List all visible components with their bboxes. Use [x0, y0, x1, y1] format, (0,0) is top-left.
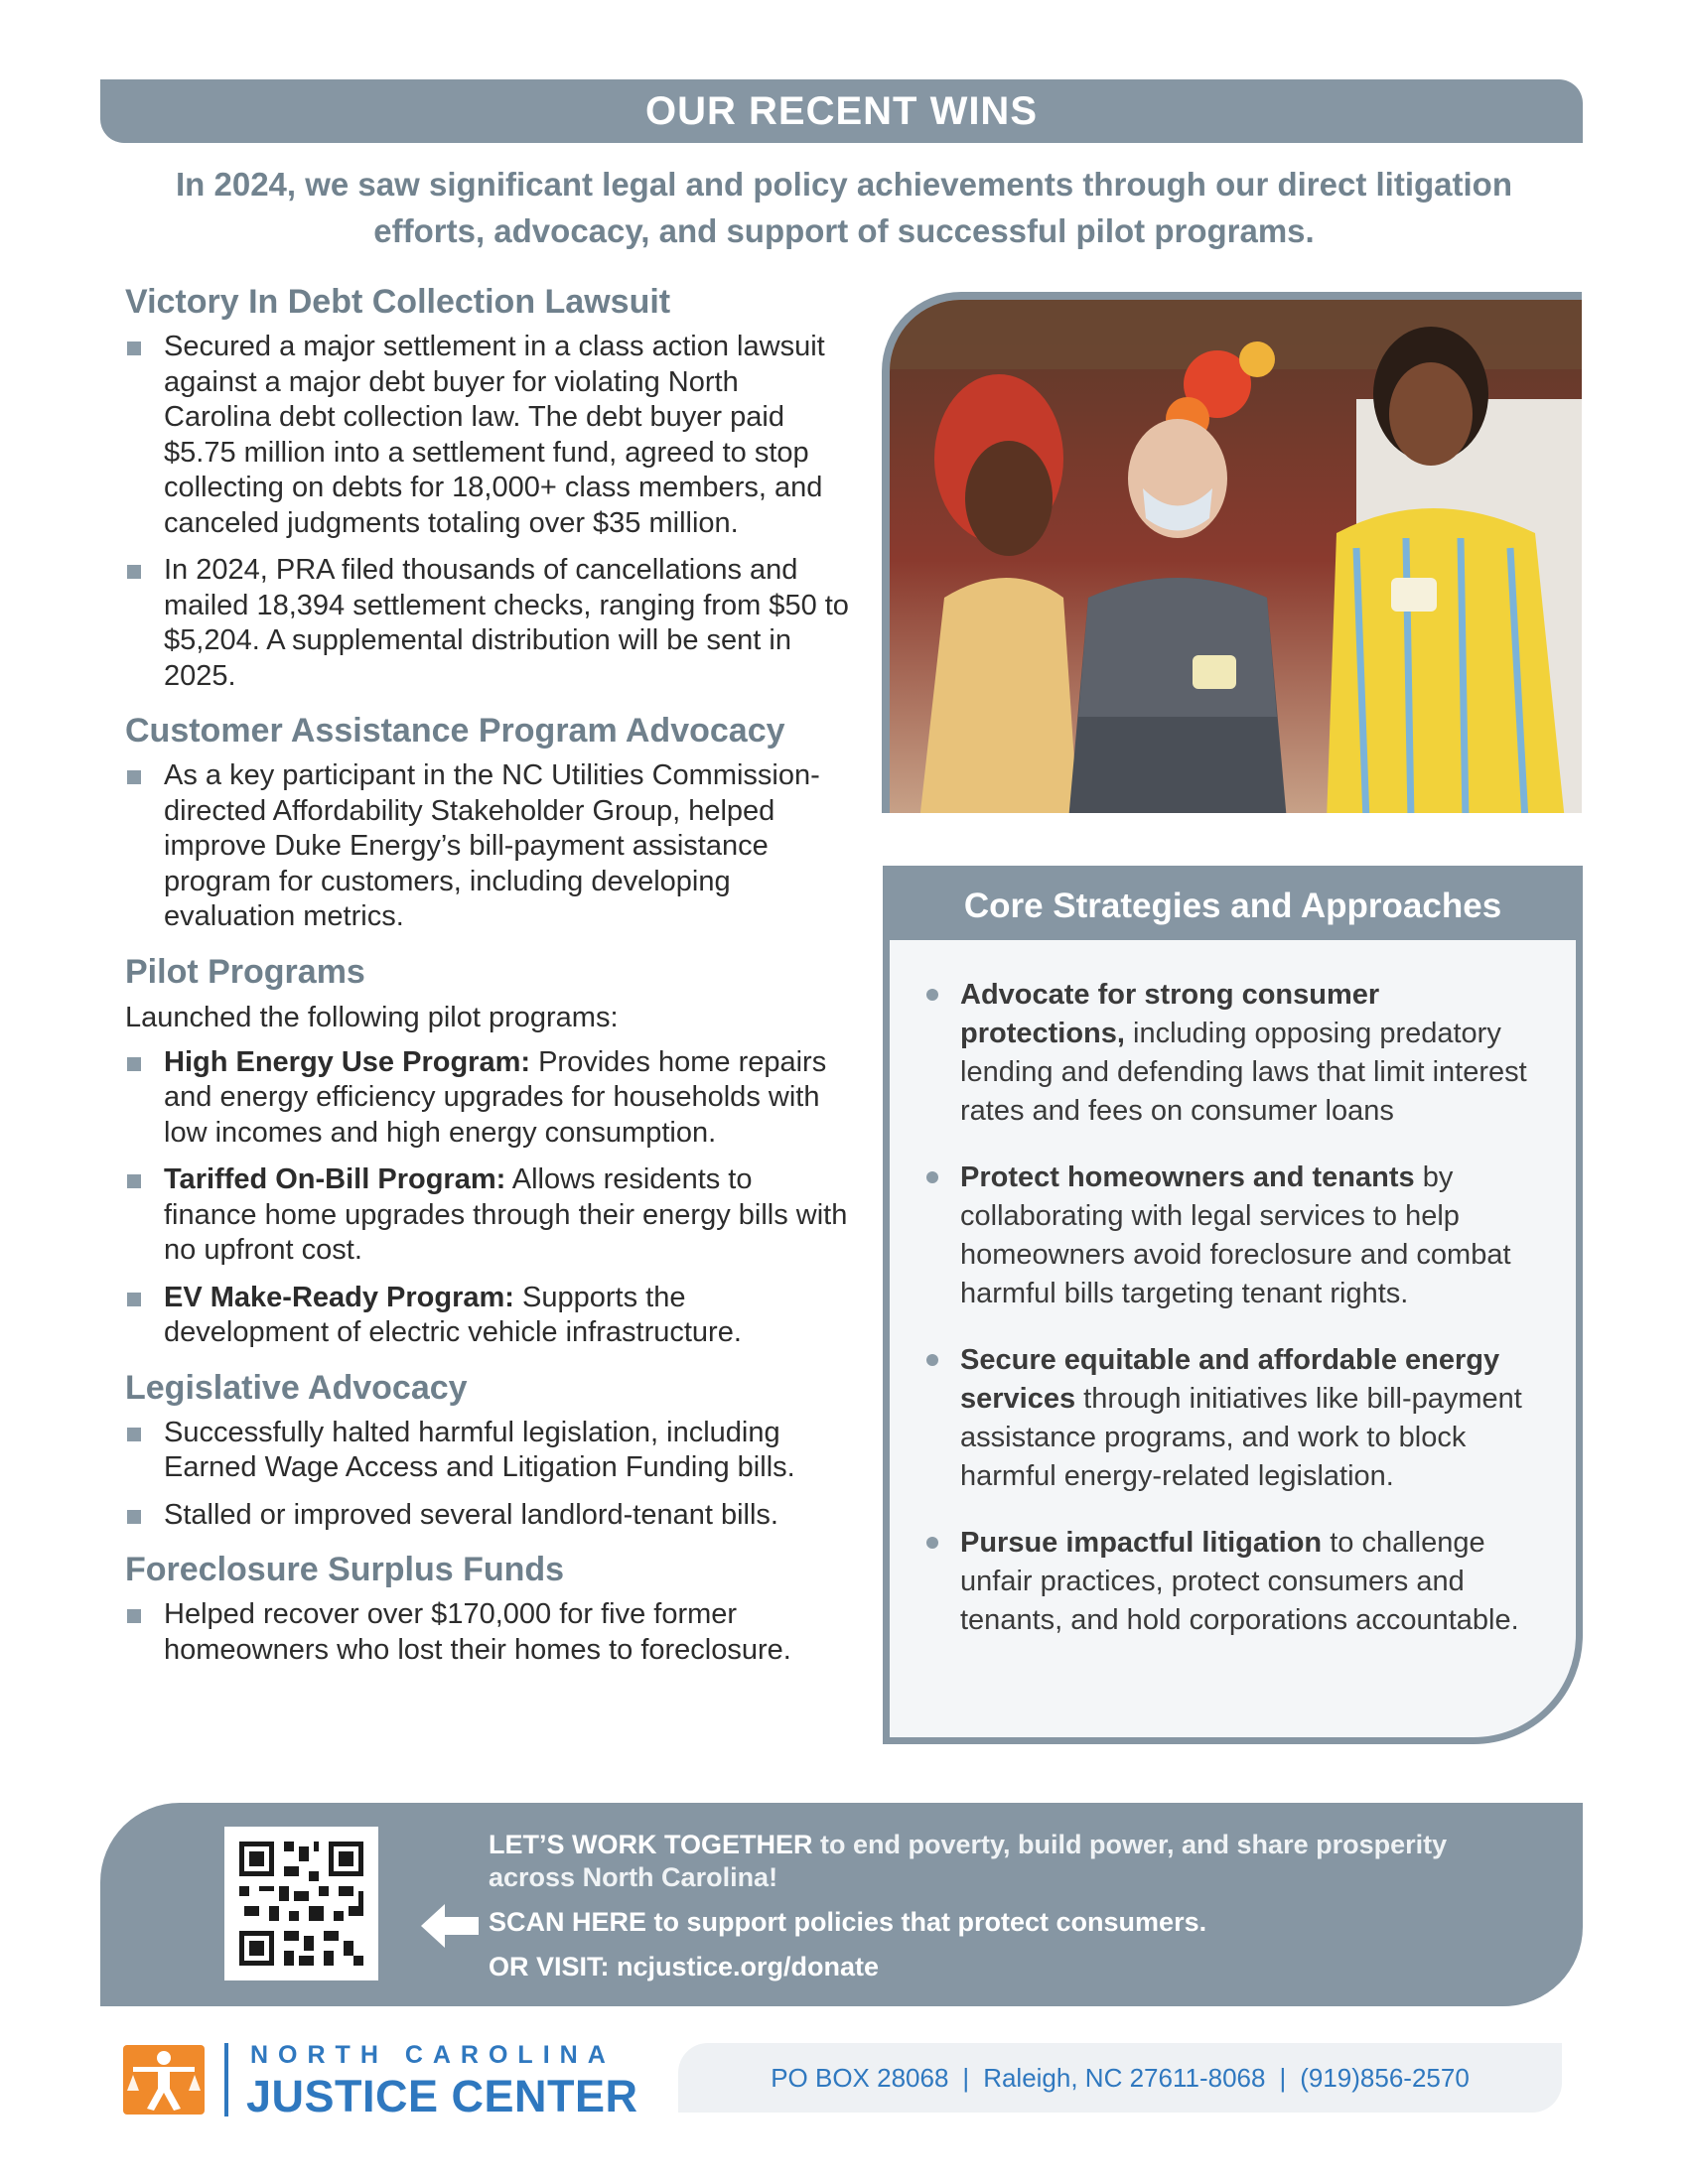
item-text: Supports the development of electric vehicle infrastructure. — [164, 1281, 742, 1348]
panel-header: Core Strategies and Approaches — [890, 873, 1576, 940]
qr-code-icon — [224, 1827, 378, 1980]
header-banner — [100, 79, 1583, 143]
list-item — [125, 1162, 850, 1269]
cta-text — [489, 1829, 1521, 1995]
list-item — [125, 1045, 850, 1152]
list-item — [125, 330, 850, 541]
item-text: Stalled or improved several landlord-tenant bills. — [164, 1498, 778, 1531]
item-text: Helped recover over $170,000 for five former homeowners who lost their homes to foreclosure. — [164, 1598, 791, 1666]
dot-bullet-icon — [926, 989, 938, 1001]
square-bullet-icon — [127, 770, 141, 784]
dot-bullet-icon — [926, 1171, 938, 1183]
list-item — [125, 1597, 850, 1668]
address-bar — [678, 2043, 1562, 2113]
square-bullet-icon — [127, 1174, 141, 1188]
item-bold: Pursue impactful litigation — [960, 1527, 1323, 1559]
scan-text: SCAN HERE to support policies that protect consumers. — [489, 1907, 1207, 1937]
list-item — [926, 1341, 1546, 1496]
section-debt-collection — [125, 283, 850, 694]
donate-link[interactable]: OR VISIT: ncjustice.org/donate — [489, 1952, 880, 1981]
list-item — [926, 1159, 1546, 1313]
section-title: Victory In Debt Collection Lawsuit — [125, 283, 671, 321]
separator: | — [1279, 2062, 1287, 2093]
phone[interactable]: (919)856-2570 — [1300, 2062, 1470, 2093]
item-text: to challenge unfair practices, protect consumers and tenants, and hold corporations accountable. — [960, 1527, 1519, 1636]
page-title: OUR RECENT WINS — [645, 88, 1038, 133]
square-bullet-icon — [127, 565, 141, 579]
square-bullet-icon — [127, 1293, 141, 1306]
item-text: Allows residents to finance home upgrades through their energy bills with no upfront cost. — [164, 1163, 848, 1266]
arrow-left-icon — [421, 1904, 479, 1948]
cta-heading: LET’S WORK TOGETHER — [489, 1830, 813, 1859]
item-text: In 2024, PRA filed thousands of cancellations and mailed 18,394 settlement checks, ranging from $50 to $5,204. A supplemental distribution will be sent in 2025. — [164, 554, 849, 692]
qr-code[interactable] — [224, 1827, 378, 1980]
section-title: Legislative Advocacy — [125, 1368, 468, 1407]
section-title: Customer Assistance Program Advocacy — [125, 712, 785, 750]
photo-illustration — [890, 300, 1582, 813]
square-bullet-icon — [127, 1428, 141, 1441]
core-strategies-panel — [883, 866, 1583, 1744]
justice-center-logo-icon — [123, 2045, 205, 2115]
square-bullet-icon — [127, 1057, 141, 1071]
list-item — [125, 1498, 850, 1534]
po-box: PO BOX 28068 — [771, 2062, 949, 2093]
item-bold: Tariffed On-Bill Program: — [164, 1163, 506, 1195]
item-bold: Advocate for strong consumer protections, — [960, 979, 1380, 1049]
cta-line: to end poverty, build power, and share prosperity across North Carolina! — [489, 1830, 1448, 1892]
list-item — [125, 1416, 850, 1486]
section-title: Pilot Programs — [125, 952, 365, 991]
section-lead: Launched the following pilot programs: — [125, 1001, 619, 1033]
city: Raleigh, NC 27611-8068 — [983, 2062, 1266, 2093]
wins-column — [125, 283, 850, 1686]
item-text: Successfully halted harmful legislation, including Earned Wage Access and Litigation Funding bills. — [164, 1416, 795, 1483]
section-customer-assistance — [125, 712, 850, 935]
square-bullet-icon — [127, 1510, 141, 1524]
list-item — [926, 976, 1546, 1131]
section-foreclosure-surplus — [125, 1551, 850, 1668]
event-photo — [882, 292, 1582, 813]
logo-divider — [224, 2043, 228, 2116]
intro-text: In 2024, we saw significant legal and policy achievements through our direct litigation efforts, advocacy, and support of successful pilot programs. — [176, 166, 1512, 249]
item-bold: EV Make-Ready Program: — [164, 1281, 514, 1313]
item-bold: High Energy Use Program: — [164, 1045, 531, 1078]
list-item — [926, 1524, 1546, 1640]
list-item — [125, 758, 850, 935]
dot-bullet-icon — [926, 1354, 938, 1366]
separator: | — [962, 2062, 970, 2093]
list-item — [125, 553, 850, 694]
logo-text-top: NORTH CAROLINA — [250, 2041, 616, 2069]
item-bold: Secure equitable and affordable energy services — [960, 1344, 1500, 1415]
square-bullet-icon — [127, 1609, 141, 1623]
section-legislative-advocacy — [125, 1369, 850, 1534]
item-text: including opposing predatory lending and defending laws that limit interest rates and fees on consumer loans — [960, 1018, 1527, 1127]
square-bullet-icon — [127, 341, 141, 355]
dot-bullet-icon — [926, 1537, 938, 1549]
list-item — [125, 1281, 850, 1351]
logo-text-main: JUSTICE CENTER — [246, 2071, 638, 2121]
item-text: Provides home repairs and energy efficiency upgrades for households with low incomes and high energy consumption. — [164, 1045, 827, 1149]
item-bold: Protect homeowners and tenants — [960, 1161, 1415, 1193]
section-title: Foreclosure Surplus Funds — [125, 1551, 565, 1588]
item-text: Secured a major settlement in a class action lawsuit against a major debt buyer for violating North Carolina debt collection law. The debt buyer paid $5.75 million into a settlement fund, agreed to stop collecting on debts for 18,000+ class members, and canceled judgments totaling over $35 million. — [164, 331, 825, 539]
item-text: through initiatives like bill-payment assistance programs, and work to block harmful energy-related legislation. — [960, 1383, 1522, 1492]
item-text: As a key participant in the NC Utilities Commission-directed Affordability Stakeholder Group, helped improve Duke Energy’s bill-payment assistance program for customers, including developing evaluation metrics. — [164, 759, 820, 932]
item-text: by collaborating with legal services to help homeowners avoid foreclosure and combat harmful bills targeting tenant rights. — [960, 1161, 1511, 1309]
section-pilot-programs — [125, 953, 850, 1351]
